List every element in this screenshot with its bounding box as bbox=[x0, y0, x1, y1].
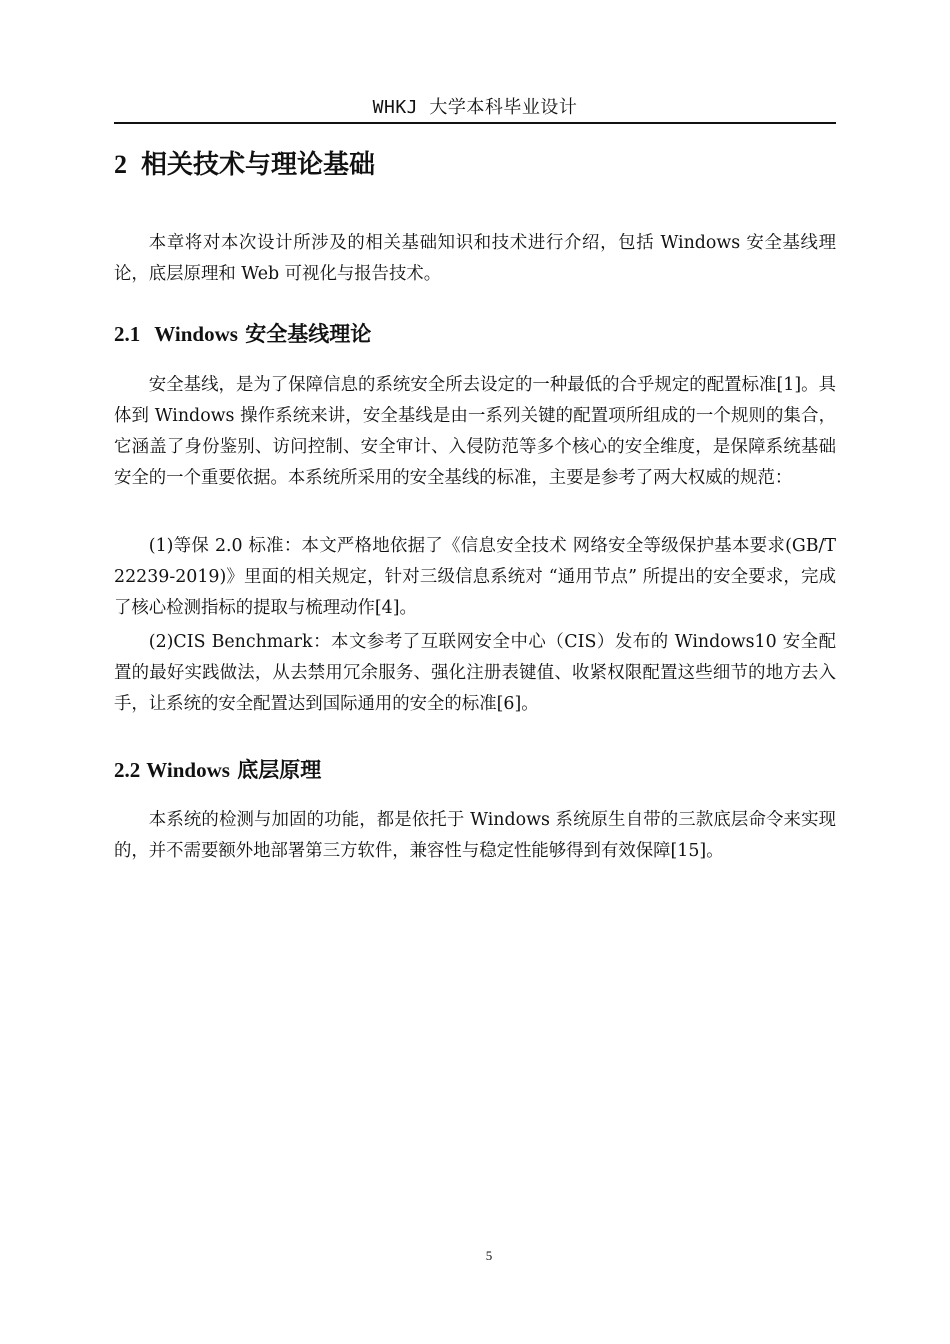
chapter-number: 2 bbox=[114, 150, 127, 179]
section-title-cn: 安全基线理论 bbox=[245, 322, 372, 346]
section-2-1-item-1 bbox=[114, 531, 836, 624]
page-number: 5 bbox=[485, 1248, 493, 1263]
intro-paragraph bbox=[114, 228, 836, 290]
section-2-1-paragraph bbox=[114, 370, 836, 494]
chapter-heading bbox=[114, 144, 375, 181]
section-title-latin: Windows bbox=[146, 758, 230, 782]
section-title-latin: Windows bbox=[154, 322, 238, 346]
section-heading-2-1 bbox=[114, 318, 371, 348]
section-2-2-paragraph bbox=[114, 805, 836, 867]
header-rule bbox=[114, 122, 836, 124]
paragraph-text: 安全基线，是为了保障信息的系统安全所去设定的一种最低的合乎规定的配置标准[1]。具体到 Windows 操作系统来讲，安全基线是由一系列关键的配置项所组成的一个规则的集合，它涵盖了身份鉴别、访问控制、安全审计、入侵防范等多个核心的安全维度，是保障系统基础安全的一个重要依据。本系统所采用的安全基线的标准，主要是参考了两大权威的规范： bbox=[114, 375, 836, 488]
running-header: WHKJ 大学本科毕业设计 bbox=[372, 97, 578, 118]
section-2-1-item-2 bbox=[114, 627, 836, 720]
section-number: 2.2 bbox=[114, 758, 141, 782]
section-heading-2-2 bbox=[114, 754, 321, 784]
section-number: 2.1 bbox=[114, 322, 141, 346]
chapter-title: 相关技术与理论基础 bbox=[141, 150, 376, 180]
paragraph-text: 本系统的检测与加固的功能，都是依托于 Windows 系统原生自带的三款底层命令来实现的，并不需要额外地部署第三方软件，兼容性与稳定性能够得到有效保障[15]。 bbox=[114, 810, 836, 861]
paragraph-text: (1)等保 2.0 标准：本文严格地依据了《信息安全技术 网络安全等级保护基本要求(GB/T 22239-2019)》里面的相关规定，针对三级信息系统对 “通用节点” 所提出的安全要求，完成了核心检测指标的提取与梳理动作[4]。 bbox=[114, 536, 836, 618]
section-title-cn: 底层原理 bbox=[237, 758, 322, 782]
paragraph-text: (2)CIS Benchmark：本文参考了互联网安全中心（CIS）发布的 Windows10 安全配置的最好实践做法，从去禁用冗余服务、强化注册表键值、收紧权限配置这些细节的地方去入手，让系统的安全配置达到国际通用的安全的标准[6]。 bbox=[114, 632, 836, 714]
intro-paragraph-text: 本章将对本次设计所涉及的相关基础知识和技术进行介绍，包括 Windows 安全基线理论，底层原理和 Web 可视化与报告技术。 bbox=[114, 233, 836, 284]
